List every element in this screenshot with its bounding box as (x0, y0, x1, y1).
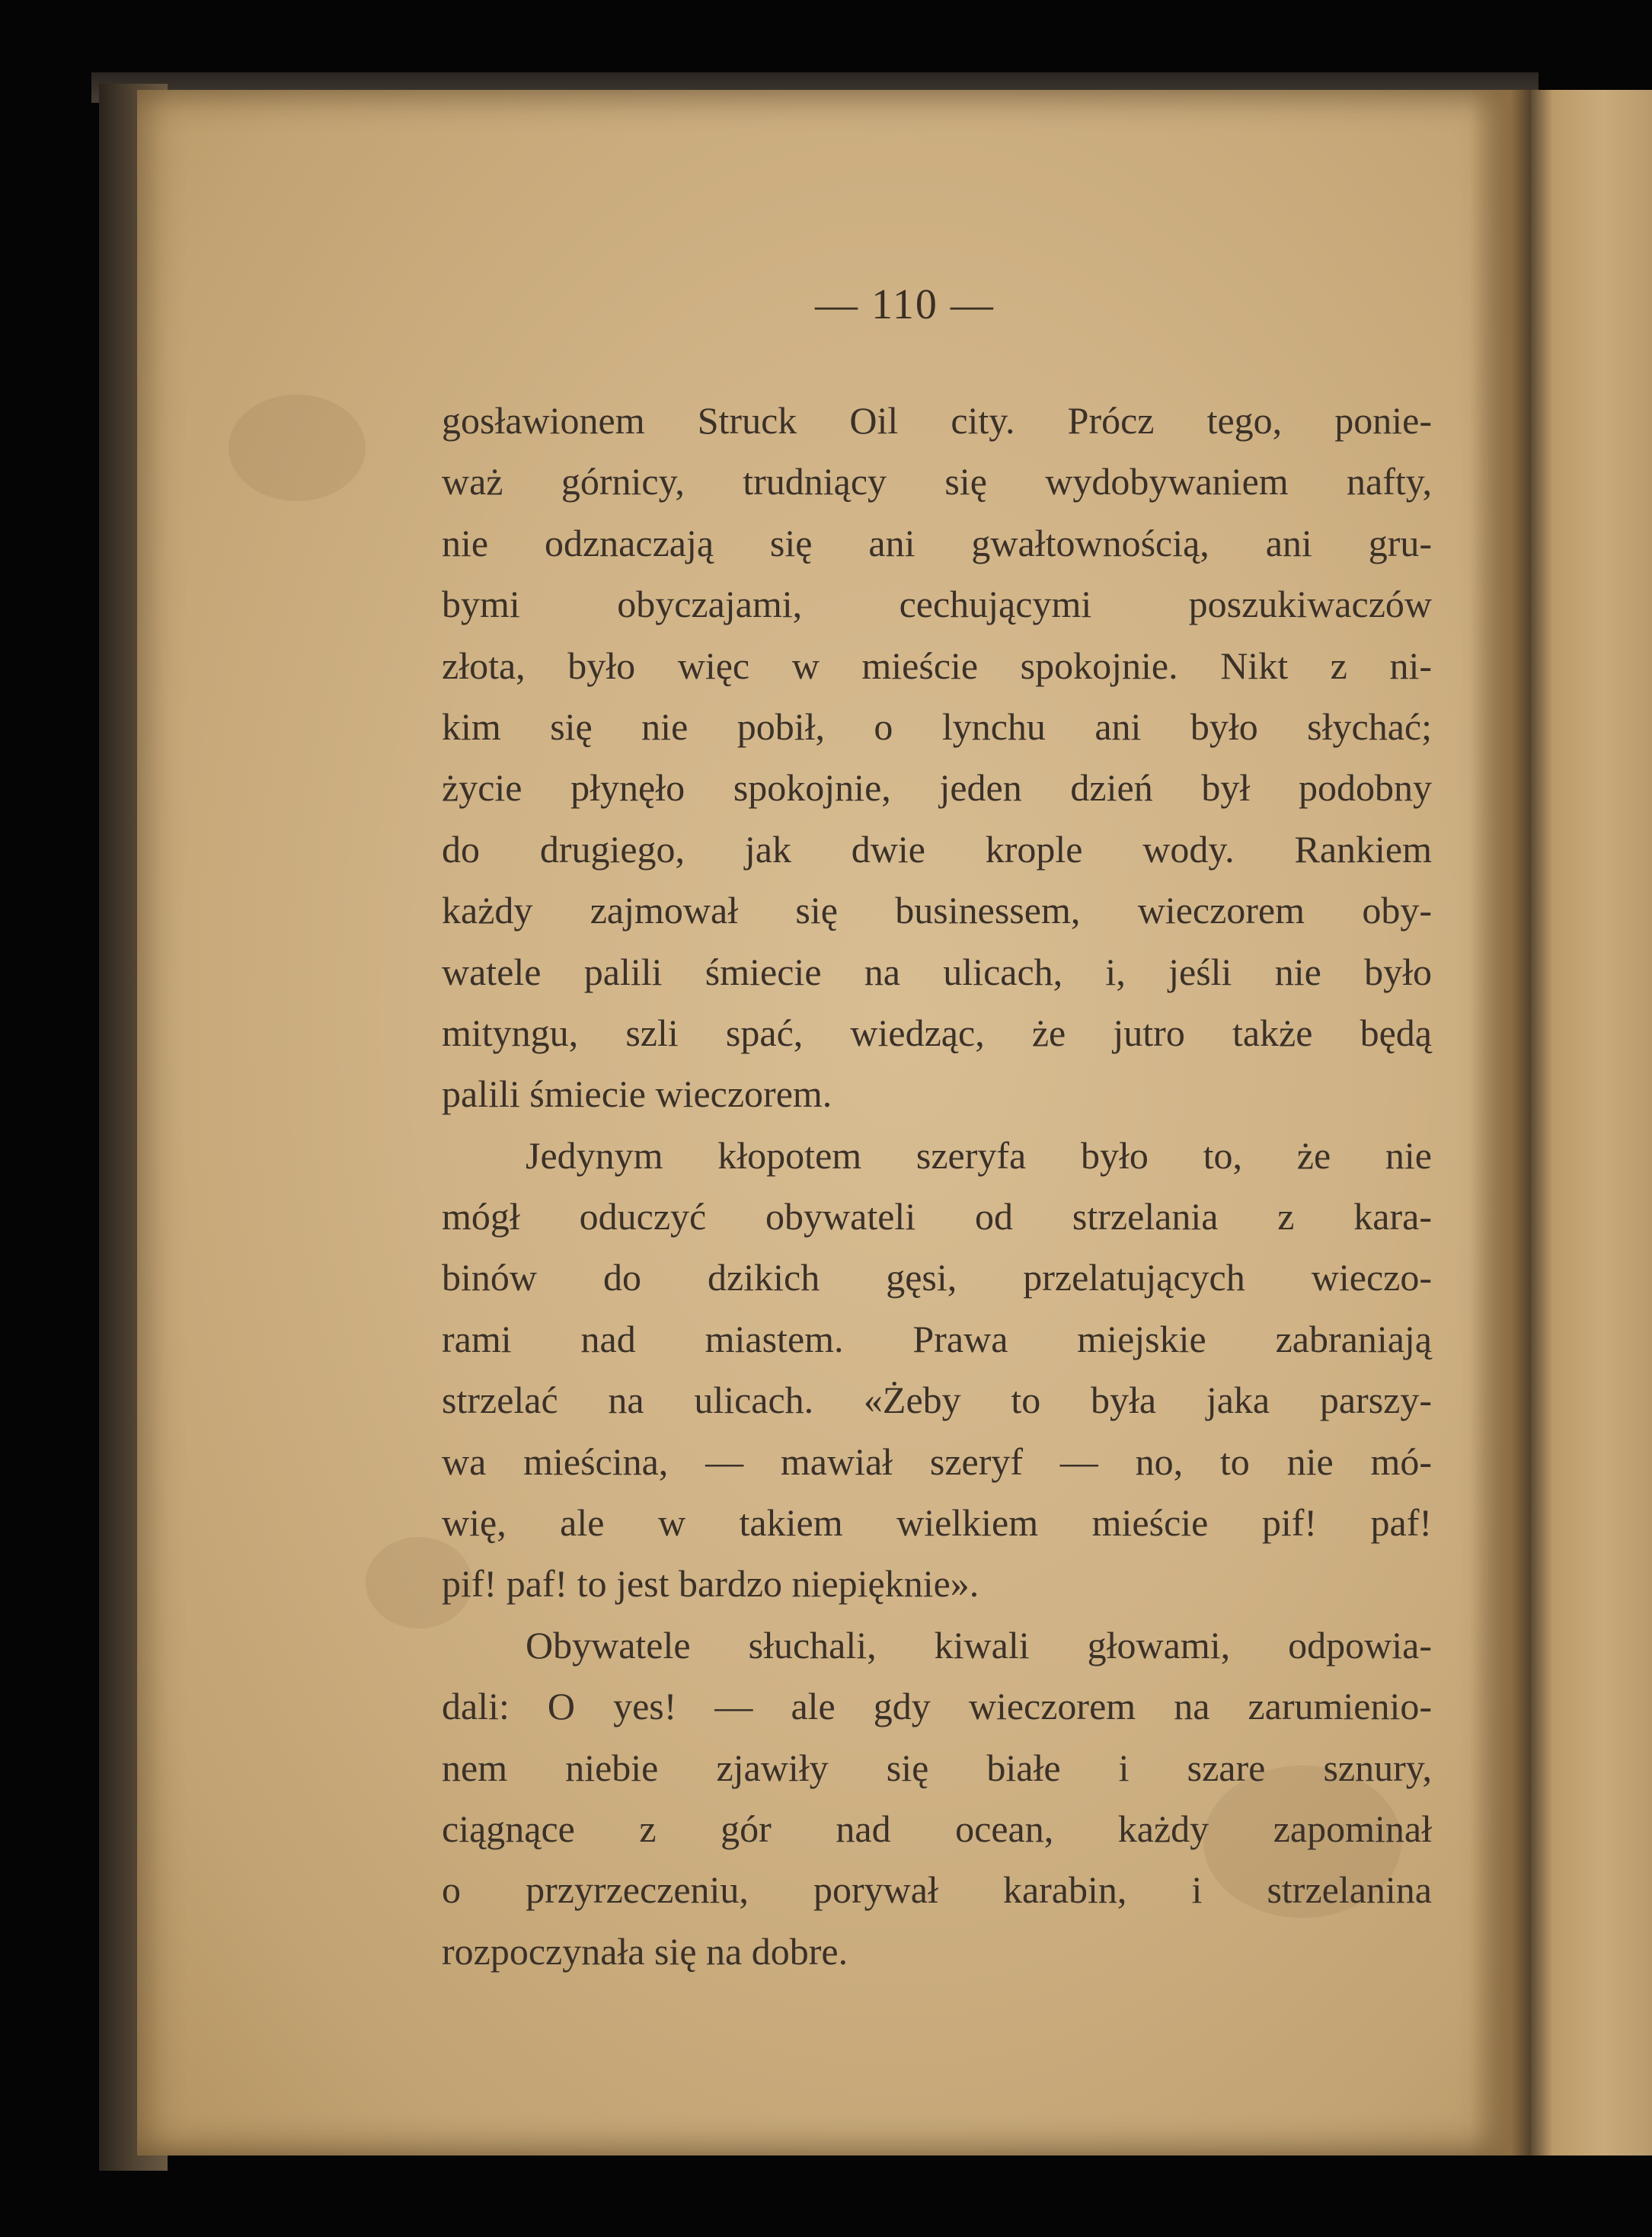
text-line: rozpoczynała się na dobre. (442, 1929, 848, 1973)
text-line: binów do dzikich gęsi, przelatujących wieczo- (442, 1256, 1432, 1299)
text-line: strzelać na ulicach. «Żeby to była jaka parszy- (442, 1379, 1432, 1422)
text-line: wa mieścina, — mawiał szeryf — no, to nie mó- (442, 1440, 1432, 1483)
text-line: gosławionem Struck Oil city. Prócz tego, ponie- (442, 399, 1432, 442)
page-number: — 110 — (815, 281, 995, 328)
body-text (442, 390, 1432, 1982)
text-line: pif! paf! to jest bardzo niepięknie». (442, 1562, 979, 1606)
text-line: każdy zajmował się businessem, wieczorem oby- (442, 889, 1432, 932)
text-line: ciągnące z gór nad ocean, każdy zapominał (442, 1807, 1432, 1850)
page-gutter-shadow (1470, 90, 1539, 2156)
text-line: bymi obyczajami, cechującymi poszukiwaczów (442, 583, 1432, 626)
text-line: wię, ale w takiem wielkiem mieście pif! paf! (442, 1501, 1432, 1545)
text-line: mityngu, szli spać, wiedząc, że jutro także będą (442, 1011, 1432, 1054)
text-line: Jedynym kłopotem szeryfa było to, że nie (526, 1133, 1432, 1177)
text-line: Obywatele słuchali, kiwali głowami, odpowia- (526, 1623, 1432, 1667)
text-line: rami nad miastem. Prawa miejskie zabraniają (442, 1317, 1432, 1360)
book-page-right-edge (1531, 90, 1652, 2156)
text-line: watele palili śmiecie na ulicach, i, jeśli nie było (442, 950, 1432, 993)
text-line: o przyrzeczeniu, porywał karabin, i strzelanina (442, 1868, 1432, 1912)
text-line: mógł oduczyć obywateli od strzelania z kara- (442, 1195, 1432, 1238)
text-line: waż górnicy, trudniący się wydobywaniem nafty, (442, 460, 1432, 503)
text-line: palili śmiecie wieczorem. (442, 1072, 832, 1116)
text-line: dali: O yes! — ale gdy wieczorem na zarumienio- (442, 1685, 1432, 1728)
text-line: nem niebie zjawiły się białe i szare sznury, (442, 1746, 1432, 1789)
paper-stain (228, 395, 366, 501)
text-line: życie płynęło spokojnie, jeden dzień był podobny (442, 766, 1432, 810)
text-line: do drugiego, jak dwie krople wody. Rankiem (442, 827, 1432, 871)
text-line: nie odznaczają się ani gwałtownością, ani gru- (442, 521, 1432, 564)
text-line: złota, było więc w mieście spokojnie. Nikt z ni- (442, 644, 1432, 687)
text-line: kim się nie pobił, o lynchu ani było słychać; (442, 705, 1432, 748)
